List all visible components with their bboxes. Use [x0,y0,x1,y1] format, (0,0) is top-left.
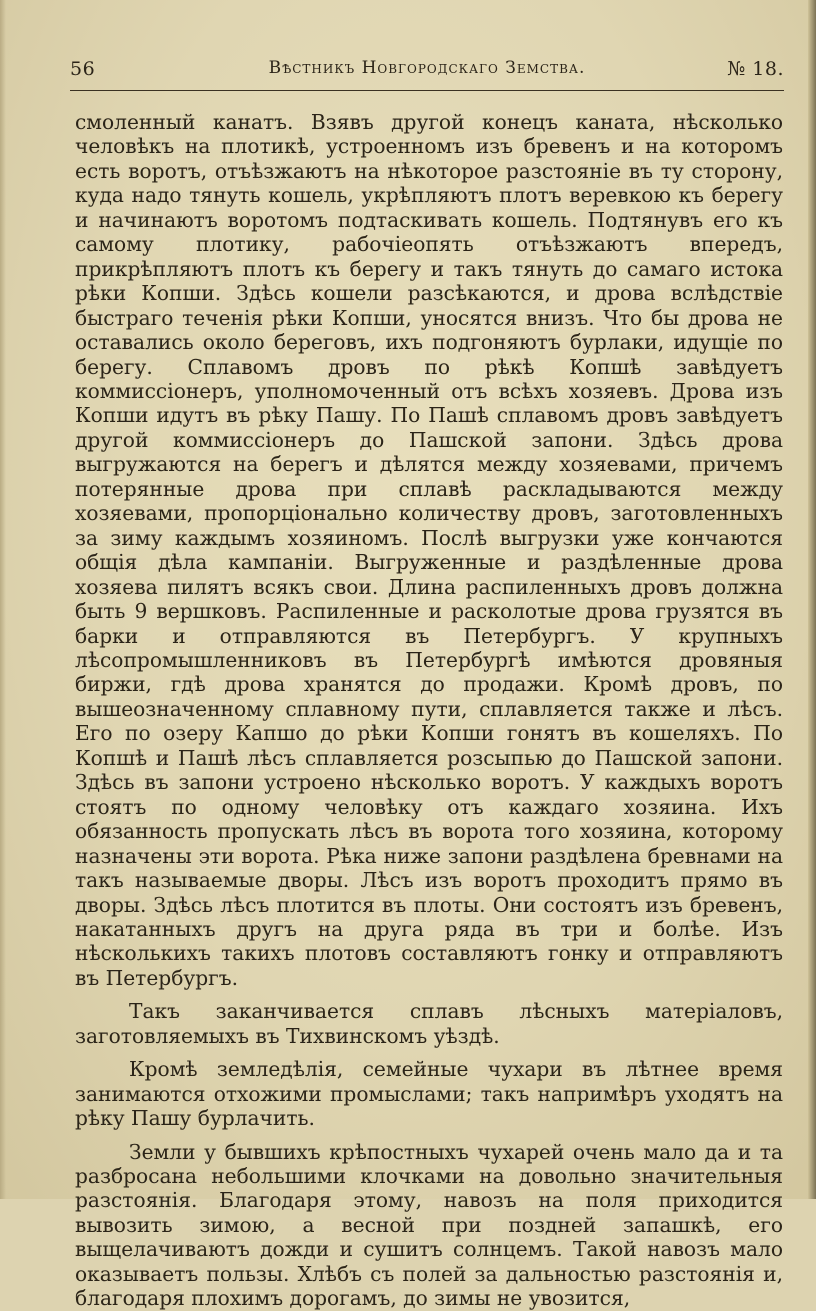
paragraph: Кромѣ земледѣлія, семейные чухари въ лѣтнее время занимаются отхожими промыслами; такъ напримѣръ уходятъ на рѣку Пашу бурлачить. [75,1057,783,1131]
page-gutter-shadow [0,0,6,1199]
paragraph: Земли у бывшихъ крѣпостныхъ чухарей очень мало да и та разбросана небольшими клочками на довольно значительныя разстоянія. Благодаря этому, навозъ на поля приходится вывозить зимою, а весной при поздней запашкѣ, его выщелачиваютъ дожди и сушитъ солнцемъ. Такой навозъ мало оказываетъ пользы. Хлѣбъ съ полей за дальностью разстоянія и, благодаря плохимъ дорогамъ, до зимы не увозится, [75,1139,783,1311]
page-edge [808,0,816,1199]
paragraph: Такъ заканчивается сплавъ лѣсныхъ матеріаловъ, заготовляемыхъ въ Тихвинскомъ уѣздѣ. [75,999,783,1048]
running-header [70,58,784,88]
running-title: Вѣстникъ Новгородскаго Земства. [268,58,586,78]
paragraph-continuation: смоленный канатъ. Взявъ другой конецъ каната, нѣсколько человѣкъ на плотикѣ, устроенномъ изъ бревенъ и на которомъ есть воротъ, отъѣзжаютъ на нѣкоторое разстояніе въ ту сторону, куда надо тянуть кошель, укрѣпляютъ плотъ веревкою къ берегу и начинаютъ воротомъ подтаскивать кошель. Подтянувъ его къ самому плотику, рабочіеопять отъѣзжаютъ впередъ, прикрѣпляютъ плотъ къ берегу и такъ тянуть до самаго истока рѣки Копши. Здѣсь кошели разсѣкаются, и дрова вслѣдствіе быстраго теченія рѣки Копши, уносятся внизъ. Что бы дрова не оставались около береговъ, ихъ подгоняютъ бурлаки, идущіе по берегу. Сплавомъ дровъ по рѣкѣ Копшѣ завѣдуетъ коммиссіонеръ, уполномоченный отъ всѣхъ хозяевъ. Дрова изъ Копши идутъ въ рѣку Пашу. По Пашѣ сплавомъ дровъ завѣдуетъ другой коммиссіонеръ до Пашской запони. Здѣсь дрова выгружаются на берегъ и дѣлятся между хозяевами, причемъ потерянные дрова при сплавѣ раскладываются между хозяевами, пропорціонально количеству дровъ, заготовленныхъ за зиму каждымъ хозяиномъ. Послѣ выгрузки уже кончаются общія дѣла кампаніи. Выгруженные и раздѣленные дрова хозяева пилятъ всякъ свои. Длина распиленныхъ дровъ должна быть 9 вершковъ. Распиленные и расколотые дрова грузятся въ барки и отправляются въ Петербургъ. У крупныхъ лѣсопромышленниковъ въ Петербургѣ имѣются дровяныя биржи, гдѣ дрова хранятся до продажи. Кромѣ дровъ, по вышеозначенному сплавному пути, сплавляется также и лѣсъ. Его по озеру Капшо до рѣки Копши гонятъ въ кошеляхъ. По Копшѣ и Пашѣ лѣсъ сплавляется розсыпью до Пашской запони. Здѣсь въ запони устроено нѣсколько воротъ. У каждыхъ воротъ стоятъ по одному человѣку отъ каждаго хозяина. Ихъ обязанность пропускать лѣсъ въ ворота того хозяина, которому назначены эти ворота. Рѣка ниже запони раздѣлена бревнами на такъ называемые дворы. Лѣсъ изъ воротъ проходитъ прямо въ дворы. Здѣсь лѣсъ плотится въ плоты. Они состоятъ изъ бревенъ, накатанныхъ другъ на друга ряда въ три и болѣе. Изъ нѣсколькихъ такихъ плотовъ составляютъ гонку и отправляютъ въ Петербургъ. [75,110,783,990]
header-rule [70,90,784,91]
page-number: 56 [70,58,96,80]
issue-number: № 18. [727,58,784,80]
body-text [75,110,783,1311]
